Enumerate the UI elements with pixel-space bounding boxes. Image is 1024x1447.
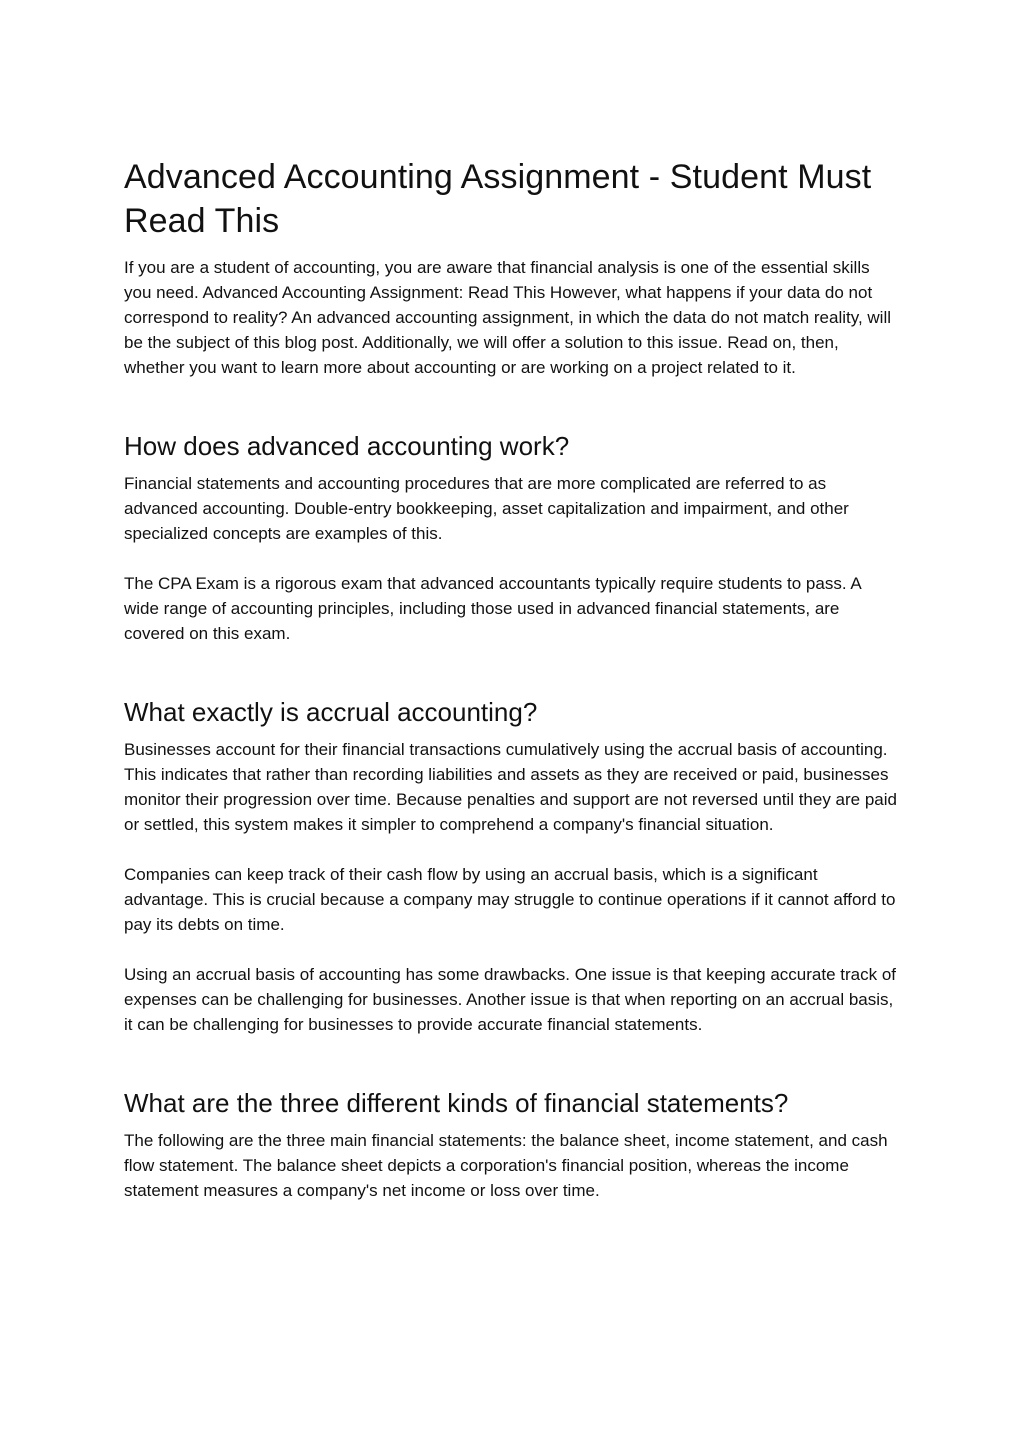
section-paragraph: Financial statements and accounting procedures that are more complicated are referred to as advanced accounting. Double-entry bookkeeping, asset capitalization and impairment, and other specialized concepts are examples of this. <box>124 474 849 543</box>
section-paragraph: Using an accrual basis of accounting has some drawbacks. One issue is that keeping accurate track of expenses can be challenging for businesses. Another issue is that when reporting on an accrual basis, it can be challenging for businesses to provide accurate financial statements. <box>124 965 897 1034</box>
intro-paragraph: If you are a student of accounting, you are aware that financial analysis is one of the essential skills you need. Advanced Accounting Assignment: Read This However, what happens if your data do not correspond to reality? An advanced accounting assignment, in which the data do not match reality, will be the subject of this blog post. Additionally, we will offer a solution to this issue. Read on, then, whether you want to learn more about accounting or are working on a project related to it. <box>124 258 892 377</box>
section-heading: How does advanced accounting work? <box>124 431 570 461</box>
page-title: Advanced Accounting Assignment - Student Must Read This <box>124 158 872 240</box>
section-financial-statements <box>124 1087 900 1203</box>
section-advanced-accounting <box>124 430 900 646</box>
section-paragraph: The CPA Exam is a rigorous exam that advanced accountants typically require students to pass. A wide range of accounting principles, including those used in advanced financial statements, are covered on this exam. <box>124 574 861 643</box>
section-accrual-accounting <box>124 696 900 1037</box>
section-paragraph: Companies can keep track of their cash flow by using an accrual basis, which is a significant advantage. This is crucial because a company may struggle to continue operations if it cannot afford to pay its debts on time. <box>124 865 896 934</box>
section-paragraph: The following are the three main financial statements: the balance sheet, income statement, and cash flow statement. The balance sheet depicts a corporation's financial position, whereas the income statement measures a company's net income or loss over time. <box>124 1131 888 1200</box>
section-heading: What exactly is accrual accounting? <box>124 697 538 727</box>
document-page <box>124 155 900 1203</box>
section-heading: What are the three different kinds of financial statements? <box>124 1088 789 1118</box>
section-paragraph: Businesses account for their financial transactions cumulatively using the accrual basis of accounting. This indicates that rather than recording liabilities and assets as they are received or paid, businesses monitor their progression over time. Because penalties and support are not reversed until they are paid or settled, this system makes it simpler to comprehend a company's financial situation. <box>124 740 897 834</box>
